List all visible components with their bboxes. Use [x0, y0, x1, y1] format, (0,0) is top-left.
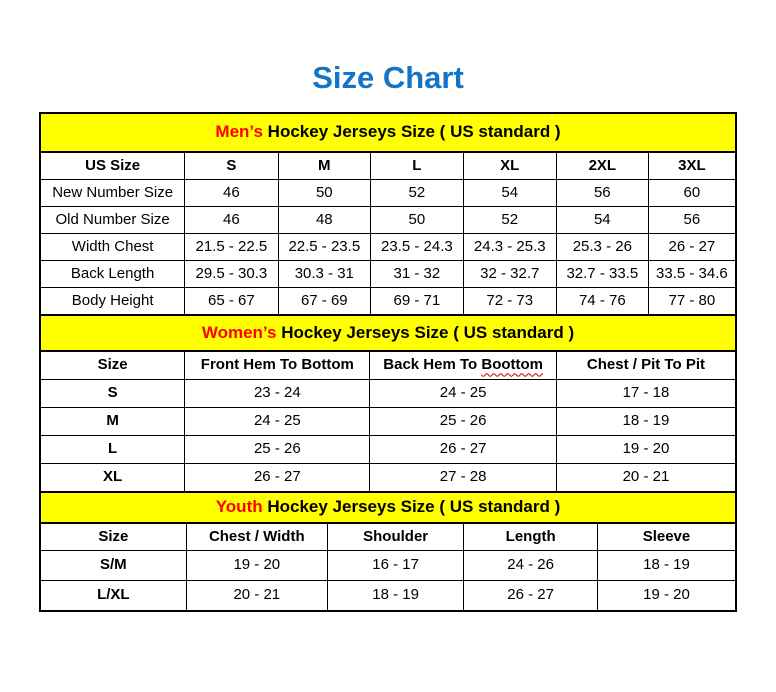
- column-header: Chest / Pit To Pit: [556, 351, 736, 380]
- cell-value: 16 - 17: [327, 551, 463, 581]
- table-row: [40, 180, 736, 207]
- cell-value: 18 - 19: [327, 581, 463, 612]
- column-header: Size: [40, 351, 185, 380]
- size-tables-container: [39, 112, 737, 612]
- mens-section-band: [40, 113, 736, 152]
- table-row: [40, 464, 736, 493]
- table-row: [40, 288, 736, 316]
- section-band-highlight: Youth: [215, 497, 263, 517]
- cell-value: 33.5 - 34.6: [648, 261, 736, 288]
- womens-section-band-cell: [40, 315, 736, 351]
- cell-value: 69 - 71: [371, 288, 464, 316]
- cell-value: 65 - 67: [185, 288, 278, 316]
- mens-size-table: [39, 112, 737, 316]
- row-label: S: [40, 380, 185, 408]
- column-header: US Size: [40, 152, 185, 180]
- column-header: Length: [464, 523, 598, 551]
- cell-value: 18 - 19: [556, 408, 736, 436]
- cell-value: 46: [185, 180, 278, 207]
- cell-value: 24 - 25: [185, 408, 370, 436]
- cell-value: 77 - 80: [648, 288, 736, 316]
- mens-section-band-cell: [40, 113, 736, 152]
- row-label: M: [40, 408, 185, 436]
- cell-value: 30.3 - 31: [278, 261, 371, 288]
- column-header: 2XL: [556, 152, 648, 180]
- cell-value: 27 - 28: [370, 464, 557, 493]
- section-band-title: Hockey Jerseys Size ( US standard ): [262, 122, 561, 142]
- misspelled-word: Boottom: [481, 356, 544, 374]
- column-header: Chest / Width: [186, 523, 327, 551]
- cell-value: 67 - 69: [278, 288, 371, 316]
- cell-value: 54: [463, 180, 556, 207]
- cell-value: 48: [278, 207, 371, 234]
- cell-value: 19 - 20: [556, 436, 736, 464]
- table-row: [40, 551, 736, 581]
- table-row: [40, 234, 736, 261]
- section-band-highlight: Men’s: [215, 122, 263, 142]
- column-header: 3XL: [648, 152, 736, 180]
- cell-value: 52: [463, 207, 556, 234]
- row-label: Width Chest: [40, 234, 185, 261]
- cell-value: 19 - 20: [597, 581, 736, 612]
- row-label: Body Height: [40, 288, 185, 316]
- mens-column-header-row: [40, 152, 736, 180]
- cell-value: 29.5 - 30.3: [185, 261, 278, 288]
- row-label: XL: [40, 464, 185, 493]
- column-header: M: [278, 152, 371, 180]
- womens-column-header-row: [40, 351, 736, 380]
- cell-value: 56: [648, 207, 736, 234]
- womens-section-band: [40, 315, 736, 351]
- section-band-title: Hockey Jerseys Size ( US standard ): [262, 497, 561, 517]
- cell-value: 46: [185, 207, 278, 234]
- column-header: Sleeve: [597, 523, 736, 551]
- row-label: S/M: [40, 551, 186, 581]
- cell-value: 25.3 - 26: [556, 234, 648, 261]
- cell-value: 21.5 - 22.5: [185, 234, 278, 261]
- row-label: Back Length: [40, 261, 185, 288]
- womens-size-table: [39, 314, 737, 493]
- cell-value: 54: [556, 207, 648, 234]
- cell-value: 24 - 25: [370, 380, 557, 408]
- table-row: [40, 436, 736, 464]
- table-row: [40, 261, 736, 288]
- cell-value: 72 - 73: [463, 288, 556, 316]
- column-header: L: [371, 152, 464, 180]
- cell-value: 50: [278, 180, 371, 207]
- row-label: L: [40, 436, 185, 464]
- page-title: Size Chart: [312, 60, 464, 95]
- column-header: Size: [40, 523, 186, 551]
- column-header: Front Hem To Bottom: [185, 351, 370, 380]
- cell-value: 50: [371, 207, 464, 234]
- youth-size-table: [39, 491, 737, 612]
- section-band-title: Hockey Jerseys Size ( US standard ): [276, 322, 575, 342]
- cell-value: 25 - 26: [370, 408, 557, 436]
- cell-value: 23.5 - 24.3: [371, 234, 464, 261]
- cell-value: 19 - 20: [186, 551, 327, 581]
- cell-value: 26 - 27: [464, 581, 598, 612]
- cell-value: 18 - 19: [597, 551, 736, 581]
- cell-value: 32 - 32.7: [463, 261, 556, 288]
- cell-value: 23 - 24: [185, 380, 370, 408]
- column-header: Back Hem To Boottom: [370, 351, 557, 380]
- youth-column-header-row: [40, 523, 736, 551]
- cell-value: 32.7 - 33.5: [556, 261, 648, 288]
- cell-value: 26 - 27: [370, 436, 557, 464]
- table-row: [40, 581, 736, 612]
- cell-value: 52: [371, 180, 464, 207]
- cell-value: 22.5 - 23.5: [278, 234, 371, 261]
- cell-value: 24 - 26: [464, 551, 598, 581]
- column-header: XL: [463, 152, 556, 180]
- table-row: [40, 380, 736, 408]
- youth-section-band-cell: [40, 492, 736, 523]
- cell-value: 20 - 21: [186, 581, 327, 612]
- cell-value: 26 - 27: [648, 234, 736, 261]
- column-header: Shoulder: [327, 523, 463, 551]
- row-label: L/XL: [40, 581, 186, 612]
- cell-value: 17 - 18: [556, 380, 736, 408]
- cell-value: 25 - 26: [185, 436, 370, 464]
- cell-value: 74 - 76: [556, 288, 648, 316]
- column-header: S: [185, 152, 278, 180]
- cell-value: 20 - 21: [556, 464, 736, 493]
- cell-value: 24.3 - 25.3: [463, 234, 556, 261]
- row-label: Old Number Size: [40, 207, 185, 234]
- cell-value: 56: [556, 180, 648, 207]
- section-band-highlight: Women’s: [201, 322, 277, 342]
- row-label: New Number Size: [40, 180, 185, 207]
- cell-value: 60: [648, 180, 736, 207]
- table-row: [40, 207, 736, 234]
- youth-section-band: [40, 492, 736, 523]
- cell-value: 26 - 27: [185, 464, 370, 493]
- cell-value: 31 - 32: [371, 261, 464, 288]
- table-row: [40, 408, 736, 436]
